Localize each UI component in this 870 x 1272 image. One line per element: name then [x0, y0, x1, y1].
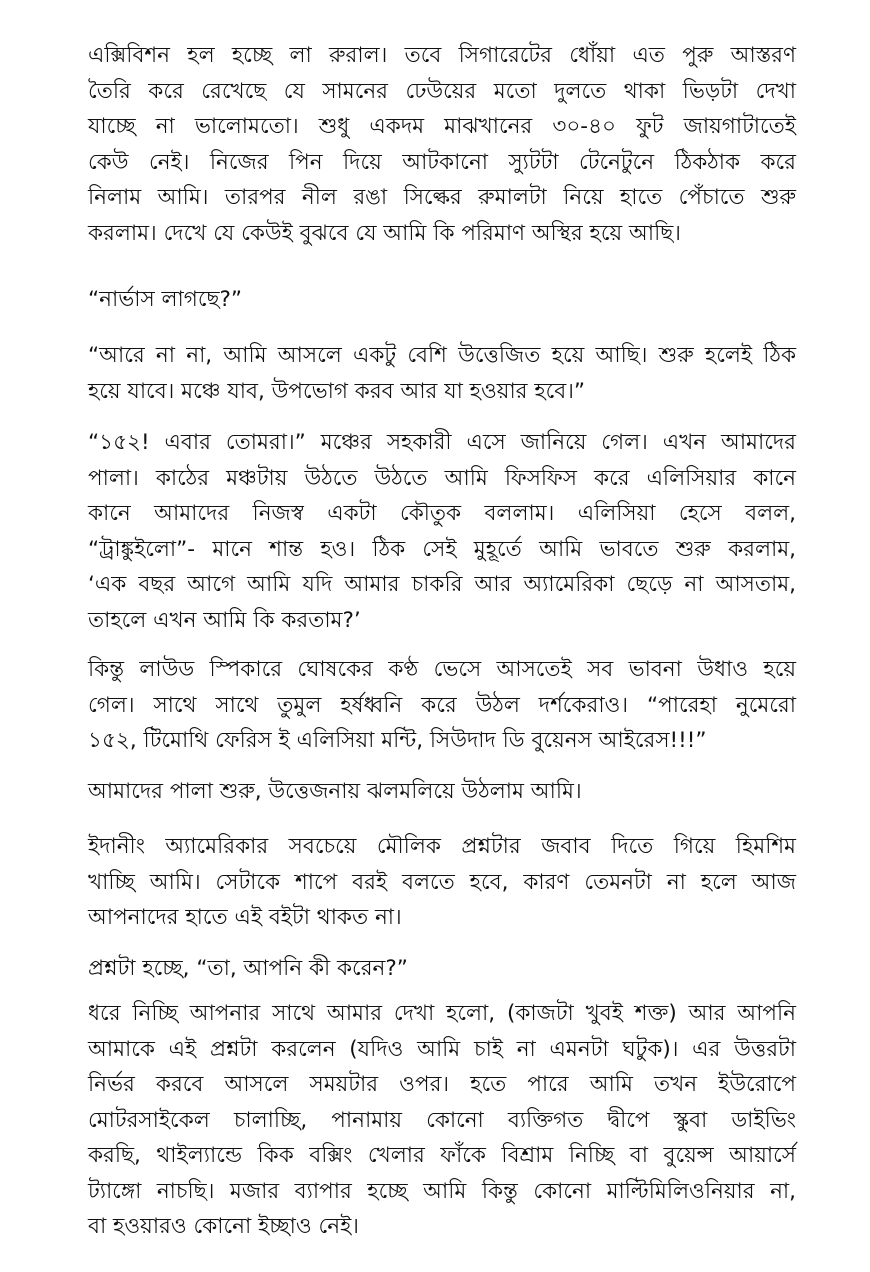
text-line: ট্যাঙ্গো নাচছি। মজার ব্যাপার হচ্ছে আমি কিন্তু কোনো মাল্টিমিলিওনিয়ার না,: [88, 1178, 796, 1204]
text-line: প্রশ্নটা হচ্ছে, “তা, আপনি কী করেন?”: [88, 956, 408, 981]
text-line: যাচ্ছে না ভালোমতো। শুধু একদম মাঝখানের ৩০-৪০ ফুট জায়গাটাতেই: [88, 114, 796, 139]
text-line: পালা। কাঠের মঞ্চটায় উঠতে উঠতে আমি ফিসফিস করে এলিসিয়ার কানে: [88, 465, 796, 491]
text-line: নির্ভর করবে আসলে সময়টার ওপর। হতে পারে আমি তখন ইউরোপে: [88, 1072, 796, 1097]
text-line: তৈরি করে রেখেছে যে সামনের ঢেউয়ের মতো দুলতে থাকা ভিড়টা দেখা: [88, 78, 796, 104]
text-line: খাচ্ছি আমি। সেটাকে শাপে বরই বলতে হবে, কারণ তেমনটা না হলে আজ: [88, 869, 796, 895]
text-line: আমাদের পালা শুরু, উত্তেজনায় ঝলমলিয়ে উঠলাম আমি।: [88, 779, 582, 804]
text-line: নিলাম আমি। তারপর নীল রঙা সিল্কের রুমালটা নিয়ে হাতে পেঁচাতে শুরু: [88, 185, 796, 210]
paragraph-the-question: [88, 951, 796, 987]
text-line: কিন্তু লাউড স্পিকারে ঘোষকের কণ্ঠ ভেসে আসতেই সব ভাবনা উধাও হয়ে: [88, 657, 796, 682]
paragraph-loudspeaker-announcement: [88, 652, 796, 759]
text-line: এক্সিবিশন হল হচ্ছে লা রুরাল। তবে সিগারেটের ধোঁয়া এত পুরু আস্তরণ: [88, 43, 796, 68]
text-line: “আরে না না, আমি আসলে একটু বেশি উত্তেজিত হয়ে আছি। শুরু হলেই ঠিক: [88, 343, 796, 368]
paragraph-answer-depends: [88, 996, 796, 1245]
paragraph-nervous-question: [88, 282, 796, 318]
text-line: করলাম। দেখে যে কেউই বুঝবে যে আমি কি পরিমাণ অস্থির হয়ে আছি।: [88, 220, 681, 246]
paragraph-our-turn: [88, 774, 796, 810]
text-line: আপনাদের হাতে এই বইটা থাকত না।: [88, 905, 402, 930]
text-line: “ট্রাঙ্কুইলো”- মানে শান্ত হও। ঠিক সেই মুহূর্তে আমি ভাবতে শুরু করলাম,: [88, 536, 796, 562]
text-line: কানে আমাদের নিজস্ব একটা কৌতুক বললাম। এলিসিয়া হেসে বলল,: [88, 501, 796, 526]
text-line: “নার্ভাস লাগছে?”: [88, 287, 243, 312]
paragraph-exhibition-hall: [88, 38, 796, 251]
text-line: তাহলে এখন আমি কি করতাম?’: [88, 607, 361, 633]
text-line: বা হওয়ারও কোনো ইচ্ছাও নেই।: [88, 1214, 359, 1239]
text-line: করছি, থাইল্যান্ডে কিক বক্সিং খেলার ফাঁকে বিশ্রাম নিচ্ছি বা বুয়েন্স আয়ার্সে: [88, 1143, 796, 1168]
paragraph-stage-call: [88, 425, 796, 638]
text-line: ধরে নিচ্ছি আপনার সাথে আমার দেখা হলো, (কাজটা খুবই শক্ত) আর আপনি: [88, 1001, 796, 1026]
text-line: ১৫২, টিমোথি ফেরিস ই এলিসিয়া মন্টি, সিউদাদ ডি বুয়েনস আইরেস!!!”: [88, 728, 707, 753]
text-line: “১৫২! এবার তোমরা।” মঞ্চের সহকারী এসে জানিয়ে গেল। এখন আমাদের: [88, 430, 796, 455]
text-line: আমাকে এই প্রশ্নটা করলেন (যদিও আমি চাই না এমনটা ঘটুক)। এর উত্তরটা: [88, 1036, 796, 1062]
paragraph-basic-question: [88, 829, 796, 936]
text-line: মোটরসাইকেল চালাচ্ছি, পানামায় কোনো ব্যক্তিগত দ্বীপে স্কুবা ডাইভিং: [88, 1107, 796, 1133]
text-line: ইদানীং অ্যামেরিকার সবচেয়ে মৌলিক প্রশ্নটার জবাব দিতে গিয়ে হিমশিম: [88, 834, 796, 859]
text-line: কেউ নেই। নিজের পিন দিয়ে আটকানো স্যুটটা টেনেটুনে ঠিকঠাক করে: [88, 149, 796, 175]
text-line: ‘এক বছর আগে আমি যদি আমার চাকরি আর অ্যামেরিকা ছেড়ে না আসতাম,: [88, 572, 796, 597]
paragraph-excited-reply: [88, 338, 796, 409]
text-line: গেল। সাথে সাথে তুমুল হর্ষধ্বনি করে উঠল দর্শকেরাও। “পারেহা নুমেরো: [88, 692, 796, 718]
text-line: হয়ে যাবে। মঞ্চে যাব, উপভোগ করব আর যা হওয়ার হবে।”: [88, 378, 586, 404]
